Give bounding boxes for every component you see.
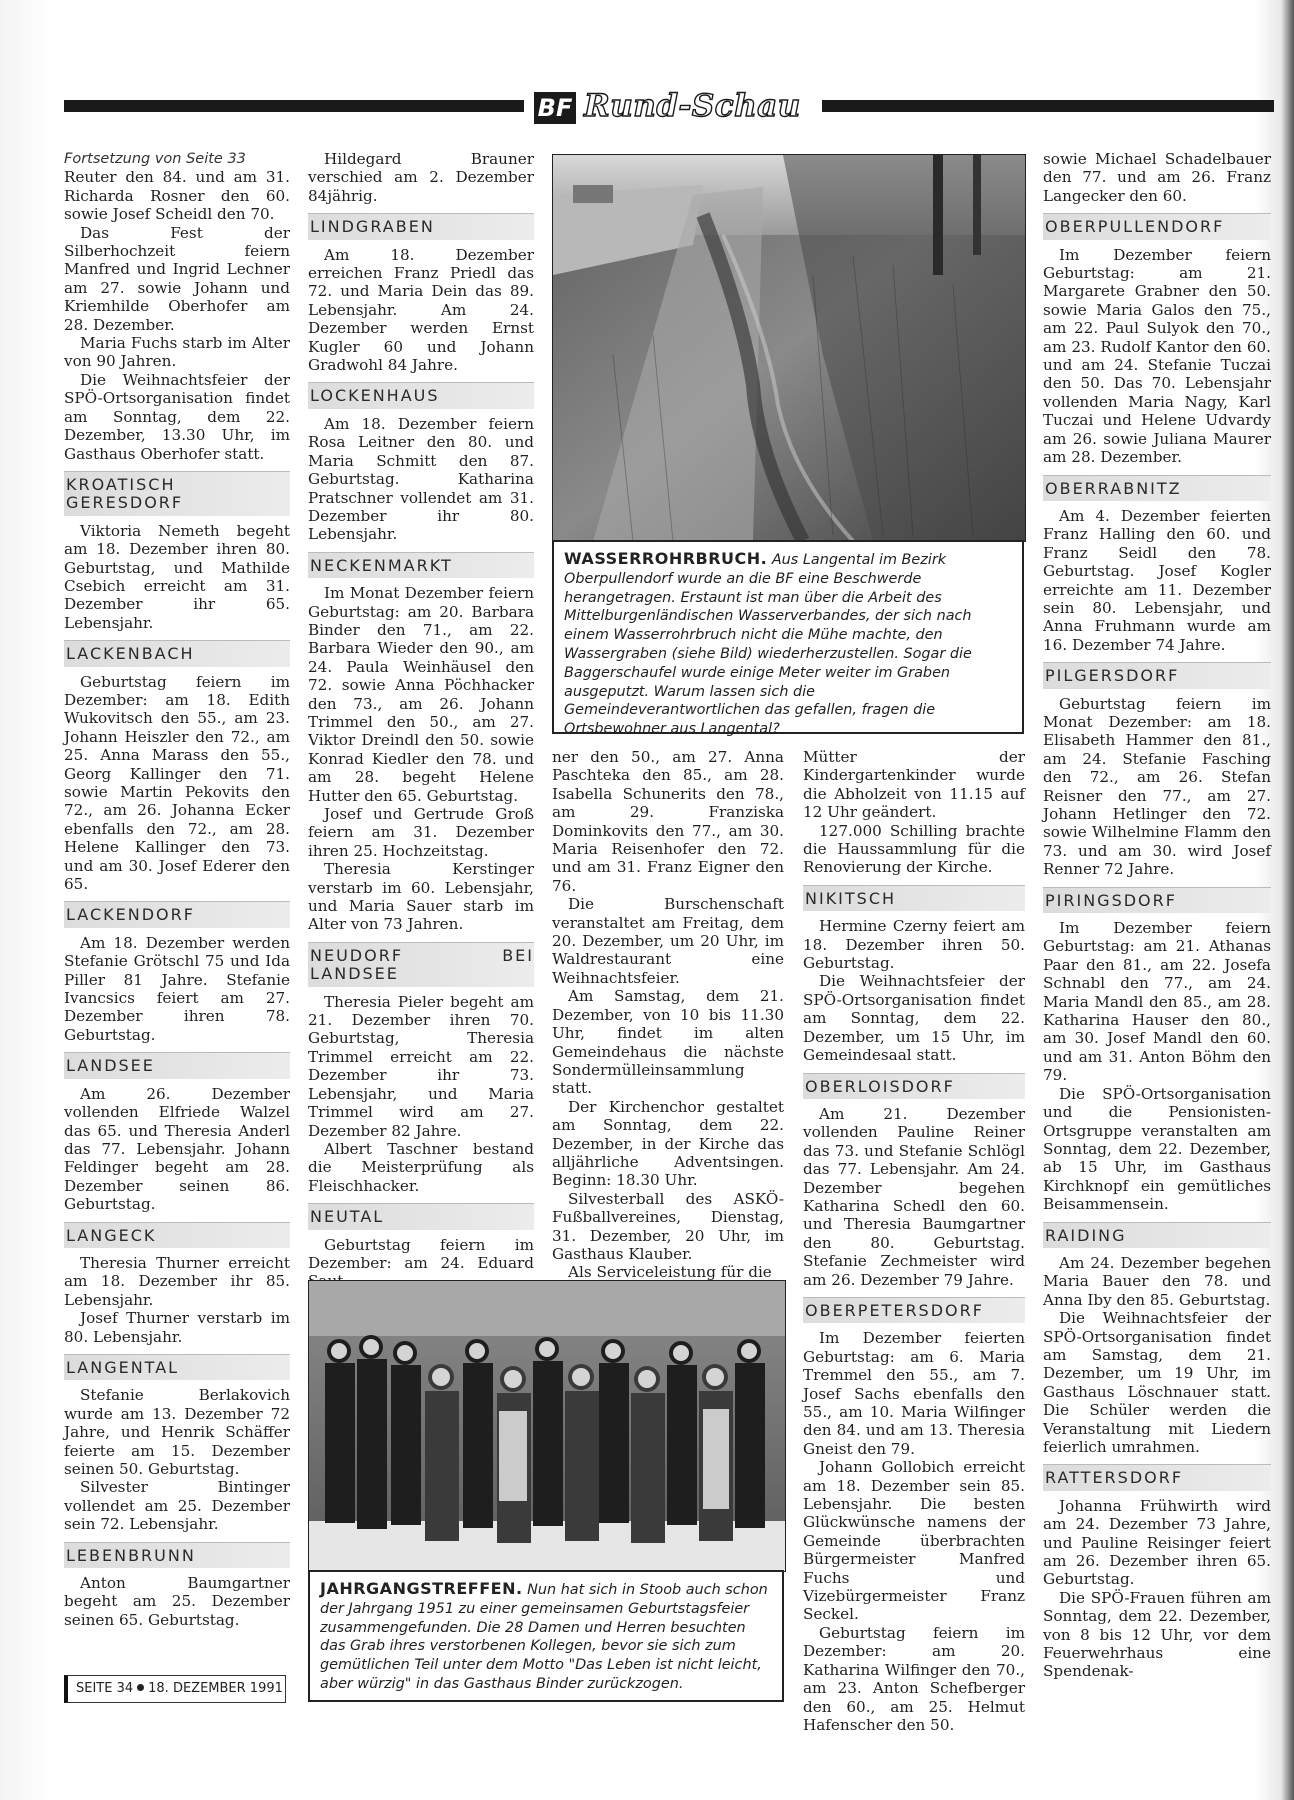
paragraph: Johanna Frühwirth wird am 24. Dezember 73 Jahre, und Pauline Reisinger feiert am 26. Dezember ihren 65. Geburtstag. — [1043, 1496, 1271, 1589]
masthead-rule-right — [822, 100, 1274, 112]
paragraph: Die Weihnachtsfeier der SPÖ-Ortsorganisation findet am Samstag, dem 21. Dezember, um 19 Uhr, im Gasthaus Löschnauer statt. Die Schüler werden die Veranstaltung mit Liedern feierlich umrahmen. — [1043, 1309, 1271, 1456]
paragraph: Am 18. Dezember erreichen Franz Priedl das 72. und Maria Dein das 89. Lebensjahr. Am 24. Dezember werden Ernst Kugler 60 und Johann Gradwohl 84 Jahre. — [308, 245, 534, 375]
paragraph: Johann Gollobich erreicht am 18. Dezember sein 85. Lebensjahr. Die besten Glückwünsche namens der Gemeinde überbrachten Bürgermeister Manfred Fuchs und Vizebürgermeister Franz Seckel. — [803, 1458, 1025, 1624]
heading-rattersdorf: RATTERSDORF — [1043, 1464, 1271, 1490]
heading-lebenbrunn: LEBENBRUNN — [64, 1542, 290, 1568]
issue-date: 18. DEZEMBER 1991 — [148, 1681, 283, 1696]
heading-lackendorf: LACKENDORF — [64, 901, 290, 927]
heading-lockenhaus: LOCKENHAUS — [308, 382, 534, 408]
paragraph: Hermine Czerny feiert am 18. Dezember ihren 50. Geburtstag. — [803, 917, 1025, 973]
paragraph: Im Dezember feiern Geburtstag: am 21. Margarete Grabner den 50. sowie Maria Galos den 75., am 22. Paul Sulyok den 70., am 23. Rudolf Kantor den 60. und am 24. Stefanie Tuczai den 50. Das 70. Lebensjahr vollenden Maria Nagy, Karl Tuczai und Helene Udvardy am 26. sowie Juliana Maurer am 28. Dezember. — [1043, 245, 1271, 467]
caption-headline: WASSERROHRBRUCH. — [564, 549, 768, 568]
paragraph: Theresia Pieler begeht am 21. Dezember ihren 70. Geburtstag, Theresia Trimmel erreicht am 22. Dezember ihr 73. Lebensjahr, und Maria Trimmel wird am 27. Dezember 82 Jahre. — [308, 992, 534, 1140]
heading-oberpullendorf: OBERPULLENDORF — [1043, 213, 1271, 239]
heading-lackenbach: LACKENBACH — [64, 640, 290, 666]
photo-water-ditch — [552, 154, 1026, 542]
heading-neckenmarkt: NECKENMARKT — [308, 552, 534, 578]
caption-class-reunion — [308, 1570, 784, 1702]
paragraph: Als Serviceleistung für die — [568, 1263, 772, 1282]
paragraph: Der Kirchenchor gestaltet am Sonntag, dem 22. Dezember, in der Kirche das alljährliche Adventsingen. Beginn: 18.30 Uhr. — [552, 1097, 784, 1190]
heading-neutal: NEUTAL — [308, 1203, 534, 1229]
paragraph: Am 18. Dezember werden Stefanie Grötschl 75 und Ida Piller 81 Jahre. Stefanie Ivancsics feiert am 27. Dezember ihren 78. Geburtstag. — [64, 933, 290, 1044]
paragraph: Josef und Gertrude Groß feiern am 31. Dezember ihren 25. Hochzeitstag. — [308, 805, 534, 860]
section-logo — [530, 90, 820, 128]
caption-water-pipe — [552, 540, 1024, 738]
heading-oberrabnitz: OBERRABNITZ — [1043, 475, 1271, 501]
paragraph: Am 24. Dezember begehen Maria Bauer den 78. und Anna Iby den 85. Geburtstag. — [1043, 1253, 1271, 1309]
paragraph: Silvester Bintinger vollendet am 25. Dezember sein 72. Lebensjahr. — [64, 1478, 290, 1534]
column-2 — [308, 150, 534, 1291]
heading-landsee: LANDSEE — [64, 1052, 290, 1078]
paragraph: Am 26. Dezember vollenden Elfriede Walzel das 65. und Theresia Anderl das 77. Lebensjahr. Johann Feldinger begeht am 28. Dezember seinen 86. Geburtstag. — [64, 1084, 290, 1214]
heading-langental: LANGENTAL — [64, 1354, 290, 1380]
column-1 — [64, 150, 290, 1629]
paragraph: Geburtstag feiern im Dezember: am 18. Edith Wukovitsch den 55., am 23. Johann Heiszler den 72., am 25. Anna Marass den 55., Georg Kallinger den 71. sowie Martin Pekovits den 72., am 26. Johanna Ecker ebenfalls den 72., am 28. Helene Kallinger den 73. und am 30. Josef Ederer den 65. — [64, 672, 290, 894]
paragraph: Theresia Kerstinger verstarb im 60. Lebensjahr, und Maria Sauer starb im Alter von 73 Jahren. — [308, 860, 534, 934]
heading-nikitsch: NIKITSCH — [803, 885, 1025, 911]
heading-oberpetersdorf: OBERPETERSDORF — [803, 1297, 1025, 1323]
paragraph: Am 4. Dezember feierten Franz Halling den 60. und Franz Seidl den 78. Geburtstag. Josef Kogler erreichte am 11. Dezember sein 80. Lebensjahr, und Anna Fruhmann wurde am 16. Dezember 74 Jahre. — [1043, 506, 1271, 654]
continuation-note: Fortsetzung von Seite 33 — [64, 151, 246, 167]
section-title: Rund-Schau — [584, 88, 801, 124]
caption-text: Nun hat sich in Stoob auch schon der Jahrgang 1951 zu einer gemeinsamen Geburtstagsfeier zusammengefunden. Die 28 Damen und Herren besuchten das Grab ihres verstorbenen Kollegen, bevor sie sich zum gemütlichen Teil unter dem Motto "Das Leben ist nicht leicht, aber würzig" in das Gasthaus Binder zurückzogen. — [320, 1582, 768, 1692]
masthead-rule-left — [64, 100, 524, 112]
heading-kroatisch-geresdorf: KROATISCH GERESDORF — [64, 471, 290, 516]
paragraph: Die SPÖ-Frauen führen am Sonntag, dem 22. Dezember, von 8 bis 12 Uhr, vor dem Feuerwehrhaus eine Spendenak- — [1043, 1588, 1271, 1681]
paragraph: Am 18. Dezember feiern Rosa Leitner den 80. und Maria Schmitt den 87. Geburtstag. Katharina Pratschner vollendet am 31. Dezember ihr 80. Lebensjahr. — [308, 414, 534, 544]
paragraph: Im Dezember feierten Geburtstag: am 6. Maria Tremmel den 55., am 7. Josef Sachs ebenfalls den 55., am 10. Maria Wilfinger den 84. und am 13. Theresia Gneist den 79. — [803, 1329, 1025, 1458]
heading-lindgraben: LINDGRABEN — [308, 213, 534, 239]
paragraph: sowie Michael Schadelbauer den 77. und am 26. Franz Langecker den 60. — [1043, 150, 1271, 205]
column-5 — [1043, 150, 1271, 1681]
paragraph: Im Monat Dezember feiern Geburtstag: am 20. Barbara Binder den 71., am 22. Barbara Wieder den 90., am 24. Paula Weinhäusel den 72. sowie Anna Pöchhacker den 73., am 26. Johann Trimmel den 50., am 27. Viktor Dreindl den 50. sowie Konrad Kiedler den 78. und am 28. begeht Helene Hutter den 65. Geburtstag. — [308, 584, 534, 805]
caption-headline: JAHRGANGSTREFFEN. — [320, 1579, 523, 1598]
heading-neudorf-bei-landsee: NEUDORF BEI LANDSEE — [308, 942, 534, 987]
paragraph: Die Weihnachtsfeier der SPÖ-Ortsorganisation findet am Sonntag, dem 22. Dezember, um 15 Uhr, im Gemeindesaal statt. — [803, 972, 1025, 1065]
paragraph: Im Dezember feiern Geburtstag: am 21. Athanas Paar den 81., am 22. Josefa Schnabl den 77., am 24. Maria Mandl den 85., am 28. Katharina Hauser den 80., am 30. Josef Mandl den 60. und am 31. Anton Böhm den 79. — [1043, 919, 1271, 1085]
paragraph: Albert Taschner bestand die Meisterprüfung als Fleischhacker. — [308, 1139, 534, 1195]
page-footer — [64, 1675, 286, 1703]
paragraph: Geburtstag feiern im Dezember: am 24. Eduard — [308, 1235, 534, 1272]
heading-oberloisdorf: OBERLOISDORF — [803, 1073, 1025, 1099]
paragraph: Am Samstag, dem 21. Dezember, von 10 bis 11.30 Uhr, findet im alten Gemeindehaus die nächste Sondermülleinsammlung statt. — [552, 987, 784, 1098]
bullet-icon — [137, 1684, 144, 1691]
paragraph: Hildegard Brauner verschied am 2. Dezember 84jährig. — [308, 150, 534, 205]
paragraph: 127.000 Schilling brachte die Haussammlung für die Renovierung der Kirche. — [803, 821, 1025, 877]
paragraph: Viktoria Nemeth begeht am 18. Dezember ihren 80. Geburtstag, und Mathilde Csebich erreicht am 31. Dezember ihr 65. Lebensjahr. — [64, 521, 290, 632]
page-number: SEITE 34 — [76, 1681, 134, 1696]
paragraph: Geburtstag feiern im Dezember: am 20. Katharina Wilfinger den 70., am 23. Anton Schefberger den 60., am 25. Helmut Hafenscher den 50. — [803, 1623, 1025, 1734]
photo-image — [309, 1281, 785, 1571]
paragraph: Silvesterball des ASKÖ-Fußballvereines, Dienstag, 31. Dezember, 20 Uhr, im Gasthaus Klauber. — [552, 1189, 784, 1263]
paragraph: Das Fest der Silberhochzeit feiern Manfred und Ingrid Lechner am 27. sowie Johann und Kriemhilde Oberhofer am 28. Dezember. — [64, 223, 290, 334]
paragraph: Josef Thurner verstarb im 80. Lebensjahr. — [64, 1309, 290, 1346]
paragraph: Reuter den 84. und am 31. Richarda Rosner den 60. sowie Josef Scheidl den 70. — [64, 168, 290, 224]
paragraph: Geburtstag feiern im Monat Dezember: am 18. Elisabeth Hammer den 81., am 24. Stefanie Fasching den 72., am 26. Stefan Reisner den 77., am 27. Johann Hetlinger den 72. sowie Wilhelmine Flamm den 73. und am 30. wird Josef Renner 72 Jahre. — [1043, 694, 1271, 879]
heading-langeck: LANGECK — [64, 1222, 290, 1248]
paragraph: Maria Fuchs starb im Alter von 90 Jahren. — [64, 334, 290, 371]
paragraph: Die Burschenschaft veranstaltet am Freitag, dem 20. Dezember, um 20 Uhr, im Waldrestaurant eine Weihnachtsfeier. — [552, 895, 784, 987]
paragraph: Die SPÖ-Ortsorganisation und die Pensionisten-Ortsgruppe veranstalten am Sonntag, dem 22. Dezember, ab 15 Uhr, im Gasthaus Kirchknopf ein gemütliches Beisammensein. — [1043, 1084, 1271, 1214]
paragraph: Mütter der Kindergartenkinder wurde die Abholzeit von 11.15 auf 12 Uhr geändert. — [803, 748, 1025, 822]
column-3 — [552, 748, 784, 1282]
photo-class-reunion — [308, 1280, 786, 1572]
logo-letters: BF — [534, 92, 576, 124]
paragraph: Theresia Thurner erreicht am 18. Dezember ihr 85. Lebensjahr. — [64, 1253, 290, 1309]
paragraph: Die Weihnachtsfeier der SPÖ-Ortsorganisation findet am Sonntag, dem 22. Dezember, 13.30 Uhr, im Gasthaus Oberhofer statt. — [64, 370, 290, 463]
paragraph: Am 21. Dezember vollenden Pauline Reiner das 73. und Stefanie Schlögl das 77. Lebensjahr. Am 24. Dezember begehen Katharina Schedl den 60. und Theresia Baumgartner den 80. Geburtstag. Stefanie Zechmeister wird am 26. Dezember 79 Jahre. — [803, 1104, 1025, 1289]
heading-raiding: RAIDING — [1043, 1222, 1271, 1248]
paragraph: Anton Baumgartner begeht am 25. Dezember seinen 65. Geburtstag. — [64, 1574, 290, 1629]
paragraph: Stefanie Berlakovich wurde am 13. Dezember 72 Jahre, und Henrik Schäffer feierte am 15. Dezember seinen 50. Geburtstag. — [64, 1386, 290, 1478]
heading-piringsdorf: PIRINGSDORF — [1043, 887, 1271, 913]
paragraph: ner den 50., am 27. Anna Paschteka den 85., am 28. Isabella Schunerits den 78., am 29. Franziska Dominkovits den 77., am 30. Maria Reisenhofer den 72. und am 31. Franz Eigner den 76. — [552, 748, 784, 895]
caption-text: Aus Langental im Bezirk Oberpullendorf wurde an die BF eine Beschwerde herangetragen. Erstaunt ist man über die Arbeit des Mittelburgenländischen Wasserverbandes, der sich nach einem Wasserrohrbruch nicht die Mühe machte, den Wassergraben (siehe Bild) wiederherzustellen. Sogar die Baggerschaufel wurde einige Meter weiter im Graben ausgeputzt. Warum lassen sich die Gemeindeverantwortlichen das gefallen, fragen die Ortsbewohner aus Langental? — [564, 552, 972, 738]
column-4 — [803, 748, 1025, 1734]
photo-image — [553, 155, 1025, 541]
heading-pilgersdorf: PILGERSDORF — [1043, 662, 1271, 688]
